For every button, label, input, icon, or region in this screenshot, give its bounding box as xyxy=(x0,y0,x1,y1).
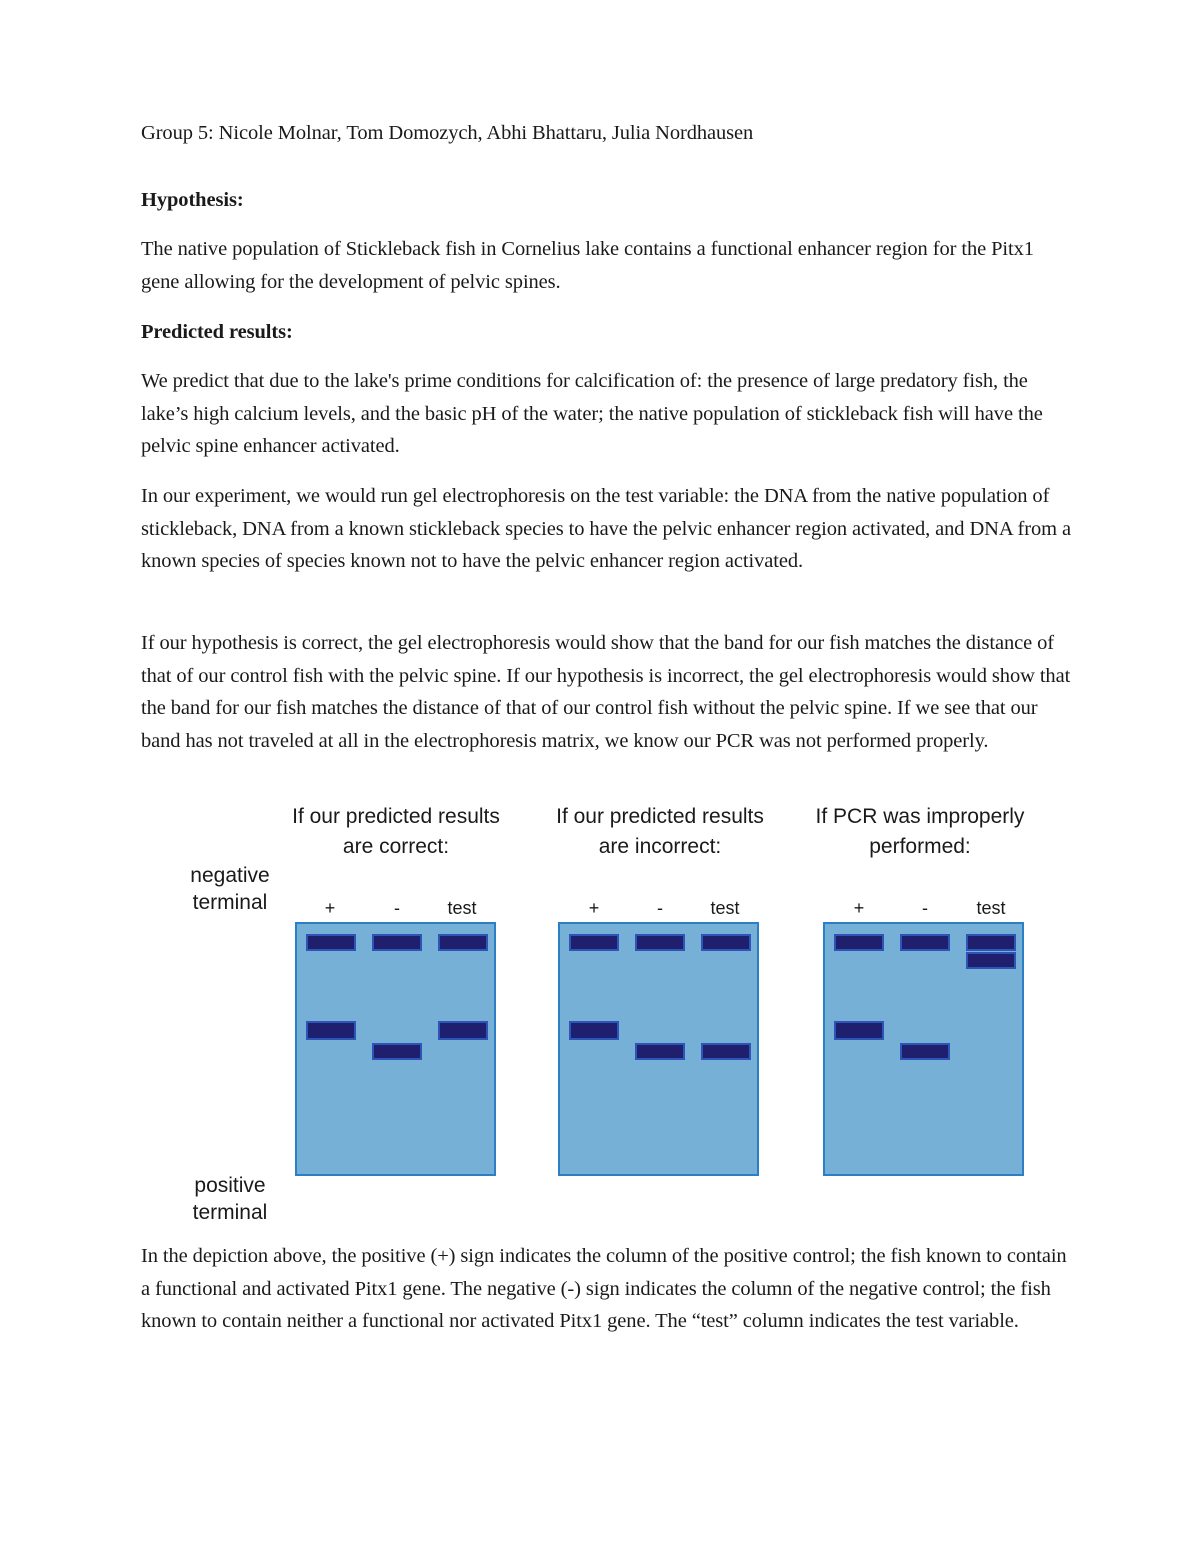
gel-2-band-negative xyxy=(635,1043,685,1060)
gel-3-lane-test: test xyxy=(976,898,1006,918)
gel-1-band-negative xyxy=(372,1043,422,1060)
gel-3-lane-negative: - xyxy=(922,898,928,918)
gel-3-title: If PCR was improperly performed: xyxy=(815,805,1025,858)
gel-2-band-test-well xyxy=(701,934,751,951)
gel-3-lane-positive: + xyxy=(853,898,865,918)
gel-2-lane-negative: - xyxy=(657,898,663,918)
gel-1-band-positive xyxy=(306,1021,356,1040)
gel-1-title: If our predicted results are correct: xyxy=(292,805,500,858)
figure-caption: In the depiction above, the positive (+) sign indicates the column of the positive control; the fish known to contain a functional and activated Pitx1 gene. The negative (-) sign indicates the column of the negative control; the fish known to contain neither a functional nor activated Pitx1 gene. The “test” column indicates the test variable. xyxy=(141,1245,1067,1333)
hypothesis-heading: Hypothesis: xyxy=(141,189,244,211)
predicted-paragraph-3: If our hypothesis is correct, the gel electrophoresis would show that the band for our fish matches the distance of that of our control fish with the pelvic spine. If our hypothesis is incorrect, the gel electrophoresis would show that the band for our fish matches the distance of that of our control fish without the pelvic spine. If we see that our band has not traveled at all in the electrophoresis matrix, we know our PCR was not performed properly. xyxy=(141,632,1071,752)
gel-2-lane-positive: + xyxy=(588,898,600,918)
gel-1-band-negative-well xyxy=(372,934,422,951)
gel-2 xyxy=(558,922,759,1176)
hypothesis-text: The native population of Stickleback fish in Cornelius lake contains a functional enhancer region for the Pitx1 gene allowing for the development of pelvic spines. xyxy=(141,238,1034,293)
gel-1-lane-test: test xyxy=(447,898,477,918)
gel-2-band-test xyxy=(701,1043,751,1060)
gel-1-lane-negative: - xyxy=(394,898,400,918)
gel-2-band-positive xyxy=(569,1021,619,1040)
gel-3-band-negative xyxy=(900,1043,950,1060)
negative-terminal-label: negative terminal xyxy=(190,864,270,914)
gel-3-band-negative-well xyxy=(900,934,950,951)
gel-1-band-positive-well xyxy=(306,934,356,951)
positive-terminal-label: positive terminal xyxy=(192,1174,268,1224)
gel-3-band-positive-well xyxy=(834,934,884,951)
gel-3-band-positive xyxy=(834,1021,884,1040)
gel-1-band-test xyxy=(438,1021,488,1040)
predicted-results-heading: Predicted results: xyxy=(141,321,293,343)
gel-3-band-test-well xyxy=(966,934,1016,951)
predicted-paragraph-1: We predict that due to the lake's prime conditions for calcification of: the presence of large predatory fish, the lake’s high calcium levels, and the basic pH of the water; the native population of stickleback fish will have the pelvic spine enhancer activated. xyxy=(141,370,1043,458)
gel-2-title: If our predicted results are incorrect: xyxy=(556,805,764,858)
gel-1 xyxy=(295,922,496,1176)
authors-line: Group 5: Nicole Molnar, Tom Domozych, Abhi Bhattaru, Julia Nordhausen xyxy=(141,122,754,144)
predicted-paragraph-2: In our experiment, we would run gel electrophoresis on the test variable: the DNA from the native population of stickleback, DNA from a known stickleback species to have the pelvic enhancer region activated, and DNA from a known species of species known not to have the pelvic enhancer region activated. xyxy=(141,485,1071,573)
gel-2-lane-test: test xyxy=(710,898,740,918)
gel-1-band-test-well xyxy=(438,934,488,951)
gel-3-band-test-upper xyxy=(966,952,1016,969)
gel-1-lane-positive: + xyxy=(324,898,336,918)
gel-2-band-positive-well xyxy=(569,934,619,951)
gel-3 xyxy=(823,922,1024,1176)
gel-2-band-negative-well xyxy=(635,934,685,951)
